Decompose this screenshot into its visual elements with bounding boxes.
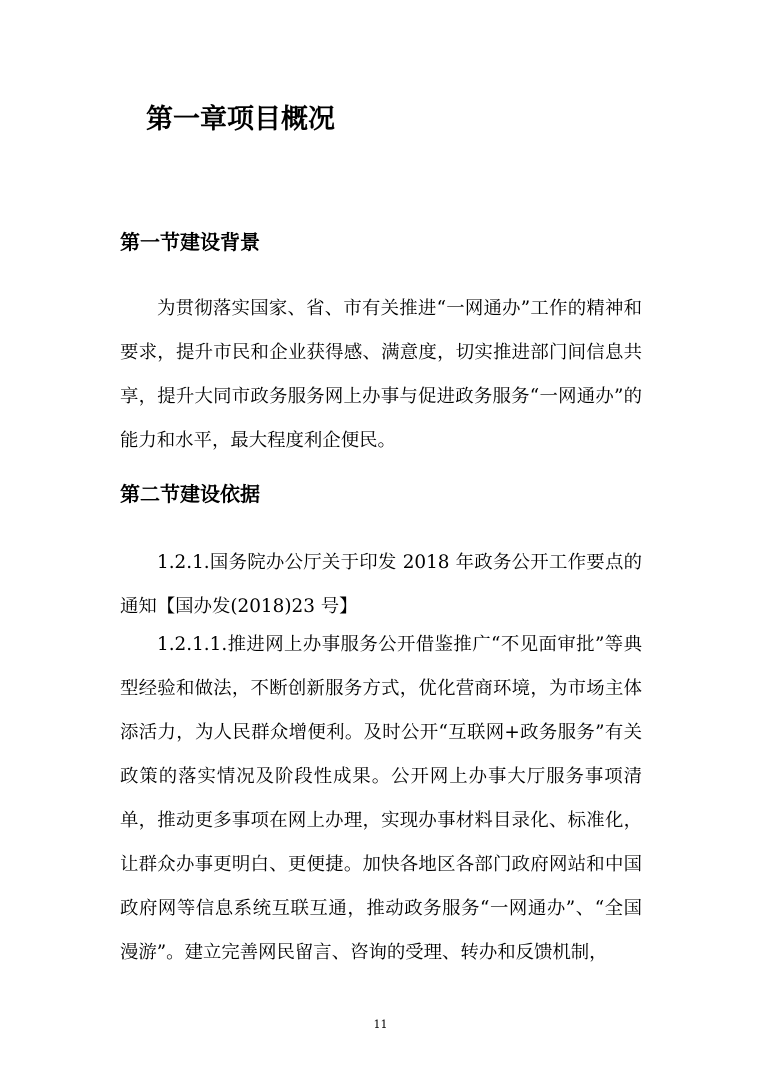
paragraph-basis-notice: 1.2.1.国务院办公厅关于印发 2018 年政务公开工作要点的通知【国办发(2018)23 号】 bbox=[120, 552, 642, 617]
section-title-basis: 第二节建设依据 bbox=[120, 482, 260, 506]
section-title-background: 第一节建设背景 bbox=[120, 230, 260, 254]
chapter-title: 第一章项目概况 bbox=[146, 104, 335, 135]
page-number: 11 bbox=[373, 1018, 388, 1031]
paragraph-background: 为贯彻落实国家、省、市有关推进“一网通办”工作的精神和要求，提升市民和企业获得感、满意度，切实推进部门间信息共享，提升大同市政务服务网上办事与促进政务服务“一网通办”的能力和水平，最大程度利企便民。 bbox=[120, 298, 642, 451]
paragraph-basis-detail: 1.2.1.1.推进网上办事服务公开借鉴推广“不见面审批”等典型经验和做法，不断创新服务方式，优化营商环境，为市场主体添活力，为人民群众增便利。及时公开“互联网+政务服务”有关政策的落实情况及阶段性成果。公开网上办事大厅服务事项清单，推动更多事项在网上办理，实现办事材料目录化、标准化，让群众办事更明白、更便捷。加快各地区各部门政府网站和中国政府网等信息系统互联互通，推动政务服务“一网通办”、“全国漫游”。建立完善网民留言、咨询的受理、转办和反馈机制， bbox=[120, 634, 642, 963]
